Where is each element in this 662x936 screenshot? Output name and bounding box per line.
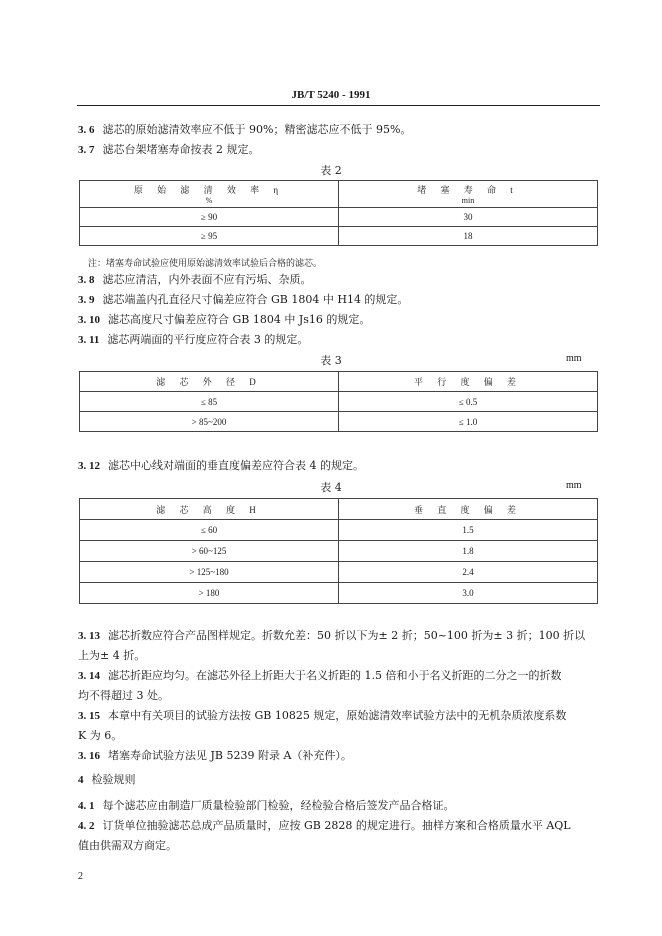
table-cell: 2.4 [339, 562, 598, 583]
clause-text: 滤芯高度尺寸偏差应符合 GB 1804 中 Js16 的规定。 [108, 313, 371, 326]
table-cell: ≥ 95 [80, 227, 339, 246]
clause-text: 滤芯应清洁，内外表面不应有污垢、杂质。 [102, 273, 312, 286]
table-4-caption: 表 4 [320, 481, 342, 494]
clause-text: 滤芯的原始滤清效率应不低于 90%；精密滤芯应不低于 95%。 [102, 123, 412, 136]
table-3-header-diameter: 滤 芯 外 径 D [80, 372, 339, 392]
table-cell: > 125~180 [80, 562, 339, 583]
clause-4-2 [78, 818, 600, 834]
clause-3-13 [78, 628, 600, 644]
table-2-note: 注：堵塞寿命试验应使用原始滤清效率试验后合格的滤芯。 [88, 259, 323, 269]
header-label: 堵 塞 寿 命 t [417, 184, 519, 195]
header-unit: min [461, 195, 475, 205]
clause-number: 3. 6 [78, 124, 95, 136]
clause-3-15 [78, 708, 600, 724]
clause-text: 滤芯中心线对端面的垂直度偏差应符合表 4 的规定。 [108, 459, 364, 472]
table-cell: 30 [339, 208, 598, 227]
clause-number: 3. 7 [78, 144, 95, 156]
table-3 [79, 371, 598, 432]
clause-text: 堵塞寿命试验方法见 JB 5239 附录 A（补充件）。 [108, 749, 352, 762]
clause-4-2-cont: 值由供需双方商定。 [78, 839, 177, 852]
table-2-header-life [339, 181, 598, 208]
table-4 [79, 498, 598, 604]
table-2-header-efficiency [80, 181, 339, 208]
table-3-header-parallelism: 平 行 度 偏 差 [339, 372, 598, 392]
section-title: 检验规则 [91, 773, 136, 786]
header-unit: % [205, 195, 213, 205]
table-4-unit: mm [566, 480, 582, 491]
clause-number: 3. 10 [78, 314, 100, 326]
clause-3-9 [78, 292, 600, 308]
clause-number: 3. 16 [78, 750, 100, 762]
clause-number: 3. 13 [78, 630, 100, 642]
clause-text: 本章中有关项目的试验方法按 GB 10825 规定，原始滤清效率试验方法中的无机杂质浓度系数 [108, 709, 567, 722]
clause-text: 滤芯折距应均匀。在滤芯外径上折距大于名义折距的 1.5 倍和小于名义折距的二分之一的折数 [108, 669, 562, 682]
table-3-caption: 表 3 [320, 354, 342, 367]
table-2 [79, 180, 598, 246]
clause-text: 滤芯折数应符合产品图样规定。折数允差：50 折以下为± 2 折；50~100 折为± 3 折；100 折以 [108, 629, 586, 642]
table-row [80, 208, 598, 227]
clause-text: 订货单位抽验滤芯总成产品质量时，应按 GB 2828 的规定进行。抽样方案和合格质量水平 AQL [102, 819, 571, 832]
clause-3-16 [78, 748, 600, 764]
header-rule [77, 105, 600, 106]
clause-number: 3. 8 [78, 274, 95, 286]
table-cell: ≤ 60 [80, 520, 339, 541]
table-cell: 1.8 [339, 541, 598, 562]
clause-number: 3. 9 [78, 294, 95, 306]
table-2-caption: 表 2 [320, 164, 342, 177]
table-cell: > 60~125 [80, 541, 339, 562]
clause-3-14 [78, 668, 600, 684]
clause-number: 4. 1 [78, 800, 95, 812]
table-cell: 18 [339, 227, 598, 246]
clause-4-1 [78, 798, 600, 814]
section-number: 4 [78, 774, 84, 786]
clause-number: 3. 15 [78, 710, 100, 722]
document-header: JB/T 5240 - 1991 [291, 89, 371, 101]
clause-text: 滤芯两端面的平行度应符合表 3 的规定。 [107, 333, 309, 346]
table-cell: 1.5 [339, 520, 598, 541]
page-number: 2 [78, 871, 83, 882]
clause-text: 每个滤芯应由制造厂质量检验部门检验，经检验合格后签发产品合格证。 [102, 799, 455, 812]
clause-text: 滤芯端盖内孔直径尺寸偏差应符合 GB 1804 中 H14 的规定。 [102, 293, 409, 306]
clause-number: 3. 12 [78, 460, 100, 472]
clause-number: 3. 11 [78, 334, 100, 346]
clause-3-13-cont: 上为± 4 折。 [78, 649, 146, 662]
table-cell: ≤ 0.5 [339, 392, 598, 412]
clause-3-11 [78, 332, 600, 348]
section-4-heading [78, 772, 600, 788]
clause-number: 3. 14 [78, 670, 100, 682]
table-row [80, 520, 598, 541]
clause-3-15-cont: K 为 6。 [78, 729, 123, 742]
table-4-header-perpendicularity: 垂 直 度 偏 差 [339, 499, 598, 520]
header-label: 原 始 滤 清 效 率 η [133, 184, 285, 195]
table-3-unit: mm [566, 353, 582, 364]
clause-3-6 [78, 122, 600, 138]
table-row [80, 412, 598, 432]
table-cell: 3.0 [339, 583, 598, 604]
table-cell: > 85~200 [80, 412, 339, 432]
clause-3-10 [78, 312, 600, 328]
table-row [80, 541, 598, 562]
clause-3-12 [78, 458, 600, 474]
clause-3-7 [78, 142, 600, 158]
table-cell: ≤ 85 [80, 392, 339, 412]
clause-text: 滤芯台架堵塞寿命按表 2 规定。 [102, 143, 260, 156]
table-row [80, 583, 598, 604]
table-cell: > 180 [80, 583, 339, 604]
table-row [80, 227, 598, 246]
table-row [80, 392, 598, 412]
table-cell: ≤ 1.0 [339, 412, 598, 432]
table-4-header-height: 滤 芯 高 度 H [80, 499, 339, 520]
table-cell: ≥ 90 [80, 208, 339, 227]
clause-3-8 [78, 272, 600, 288]
table-row [80, 562, 598, 583]
clause-number: 4. 2 [78, 820, 95, 832]
clause-3-14-cont: 均不得超过 3 处。 [78, 689, 169, 702]
